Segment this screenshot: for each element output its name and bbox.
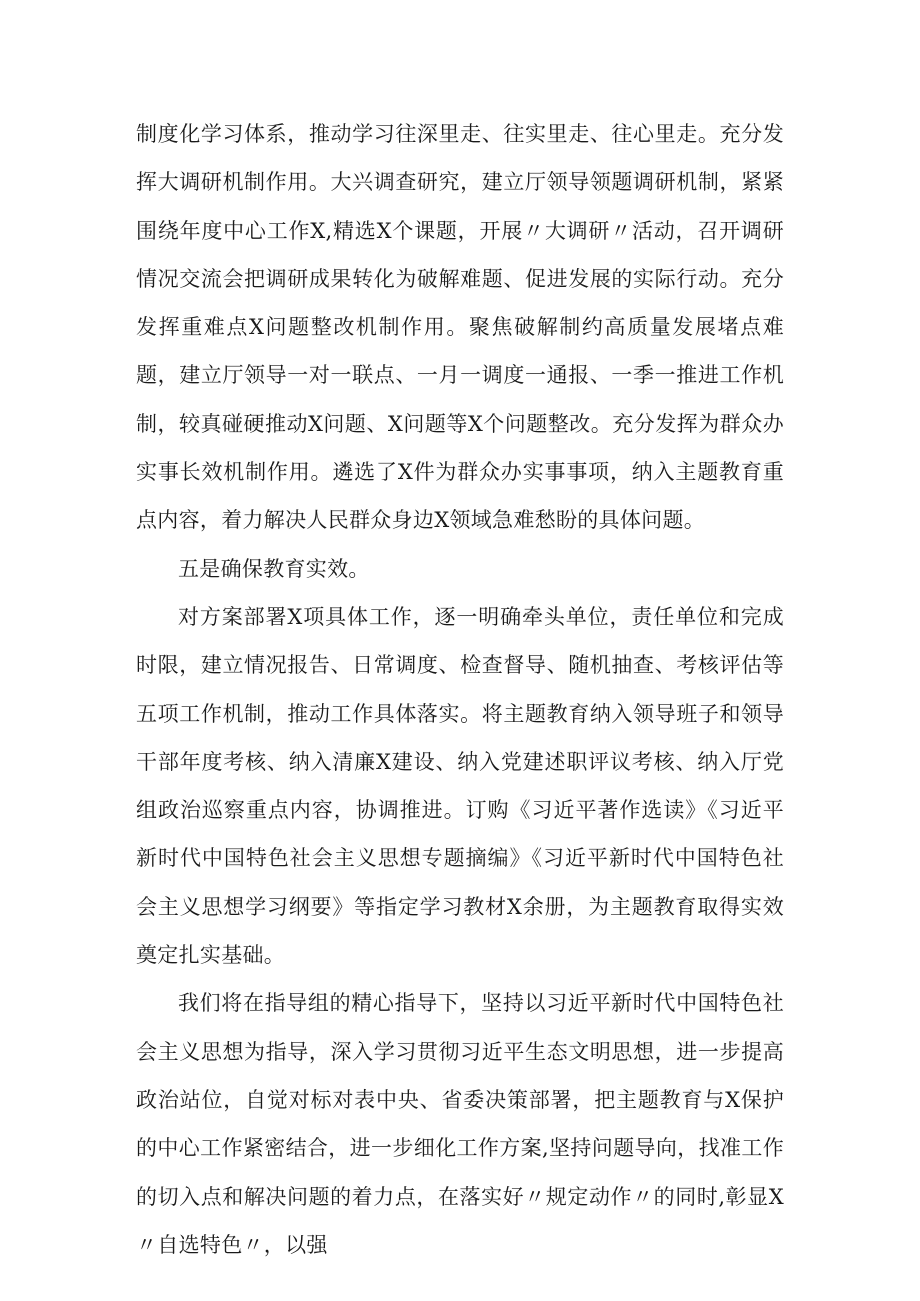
section-heading: 五是确保教育实效。 (178, 556, 370, 581)
document-body (136, 110, 784, 1269)
paragraph-implementation: 对方案部署X项具体工作，逐一明确牵头单位，责任单位和完成时限，建立情况报告、日常调度、检查督导、随机抽查、考核评估等五项工作机制，推动工作具体落实。将主题教育纳入领导班子和领导干部年度考核、纳入清廉X建设、纳入党建述职评议考核、纳入厅党组政治巡察重点内容，协调推进。订购《习近平著作选读》《习近平新时代中国特色社会主义思想专题摘编》《习近平新时代中国特色社会主义思想学习纲要》等指定学习教材X余册，为主题教育取得实效奠定扎实基础。 (136, 604, 784, 968)
paragraph-conclusion: 我们将在指导组的精心指导下，坚持以习近平新时代中国特色社会主义思想为指导，深入学习贯彻习近平生态文明思想，进一步提高政治站位，自觉对标对表中央、省委决策部署，把主题教育与X保护的中心工作紧密结合，进一步细化工作方案,坚持问题导向，找准工作的切入点和解决问题的着力点，在落实好〃规定动作〃的同时,彰显X〃自选特色〃，以强 (136, 991, 784, 1257)
paragraph-continuation: 制度化学习体系，推动学习往深里走、往实里走、往心里走。充分发挥大调研机制作用。大兴调查研究，建立厅领导领题调研机制，紧紧围绕年度中心工作X,精选X个课题，开展〃大调研〃活动，召开调研情况交流会把调研成果转化为破解难题、促进发展的实际行动。充分发挥重难点X问题整改机制作用。聚焦破解制约高质量发展堵点难题，建立厅领导一对一联点、一月一调度一通报、一季一推进工作机制，较真碰硬推动X问题、X问题等X个问题整改。充分发挥为群众办实事长效机制作用。遴选了X件为群众办实事事项，纳入主题教育重点内容，着力解决人民群众身边X领域急难愁盼的具体问题。 (136, 122, 784, 533)
